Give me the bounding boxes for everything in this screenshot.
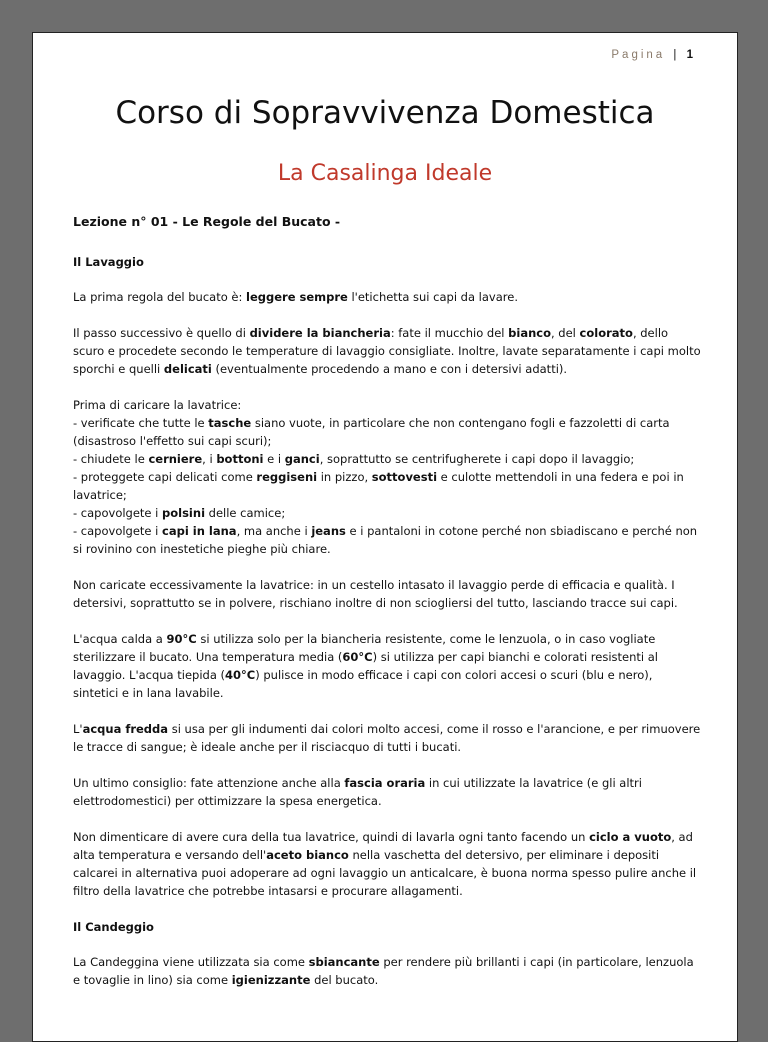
text-run: e culotte mettendoli in una federa e poi in lavatrice; xyxy=(73,470,684,502)
paragraph xyxy=(73,288,701,306)
paragraph xyxy=(73,396,701,558)
bold-text: aceto bianco xyxy=(266,848,349,862)
page-header-separator: | xyxy=(673,49,677,61)
text-run: Non dimenticare di avere cura della tua lavatrice, quindi di lavarla ogni tanto facendo un xyxy=(73,830,590,844)
bold-text: fascia oraria xyxy=(344,776,426,790)
bold-text: dividere la biancheria xyxy=(249,326,391,340)
paragraph xyxy=(73,828,701,900)
document-subtitle: La Casalinga Ideale xyxy=(277,161,493,186)
bold-text: ganci xyxy=(284,452,320,466)
text-run: delle camice; xyxy=(205,506,286,520)
text-run: - capovolgete i xyxy=(73,524,163,538)
bold-text: 90°C xyxy=(166,632,197,646)
bold-text: tasche xyxy=(208,416,252,430)
bold-text: sbiancante xyxy=(308,955,380,969)
paragraph xyxy=(73,720,701,756)
text-run: , ad alta temperatura e versando dell' xyxy=(73,830,693,862)
text-run: e i pantaloni in cotone perché non sbiadiscano e perché non si rovinino con inestetiche pieghe più chiare. xyxy=(73,524,698,556)
text-run: Un ultimo consiglio: fate attenzione anche alla xyxy=(73,776,345,790)
paragraph xyxy=(73,576,701,612)
text-run: - proteggete capi delicati come xyxy=(73,470,257,484)
paragraph xyxy=(73,324,701,378)
text-run: La prima regola del bucato è: xyxy=(73,290,247,304)
paragraph xyxy=(73,953,701,989)
text-run: L'acqua calda a xyxy=(73,632,167,646)
bold-text: sottovesti xyxy=(371,470,438,484)
text-run: L' xyxy=(73,722,83,736)
bold-text: leggere sempre xyxy=(246,290,348,304)
text-run: , dello scuro e procedete secondo le temperature di lavaggio consigliate. Inoltre, lavate separatamente i capi molto sporchi e quelli xyxy=(73,326,701,376)
text-run: : fate il mucchio del xyxy=(390,326,509,340)
bold-text: igienizzante xyxy=(231,973,311,987)
bold-text: bottoni xyxy=(216,452,264,466)
text-run: nella vaschetta del detersivo, per eliminare i depositi calcarei in alternativa puoi adoperare ad ogni lavaggio un anticalcare, è buona norma spesso pulire anche il filtro della lavatrice che potrebbe intasarsi e procurare allagamenti. xyxy=(73,848,697,898)
bold-text: capi in lana xyxy=(162,524,237,538)
bold-text: jeans xyxy=(311,524,346,538)
text-run: - verificate che tutte le xyxy=(73,416,209,430)
document-title: Corso di Sopravvivenza Domestica xyxy=(115,95,655,131)
paragraph xyxy=(73,630,701,702)
bold-text: delicati xyxy=(163,362,212,376)
text-run: in pizzo, xyxy=(317,470,372,484)
text-run: Il passo successivo è quello di xyxy=(73,326,250,340)
bold-text: ciclo a vuoto xyxy=(589,830,672,844)
text-run: Non caricate eccessivamente la lavatrice: in un cestello intasato il lavaggio perde di efficacia e qualità. I detersivi, soprattutto se in polvere, rischiano inoltre di non sciogliersi del tutto, lasciando tracce sui capi. xyxy=(73,578,678,610)
document-body xyxy=(73,213,701,1007)
text-run: , i xyxy=(202,452,217,466)
section-heading: Il Candeggio xyxy=(73,920,154,934)
text-run: si utilizza solo per la biancheria resistente, come le lenzuola, o in caso vogliate sterilizzare il bucato. Una temperatura media ( xyxy=(73,632,656,664)
lesson-title: Lezione n° 01 - Le Regole del Bucato - xyxy=(73,214,341,229)
bold-text: cerniere xyxy=(148,452,203,466)
text-run: - capovolgete i xyxy=(73,506,163,520)
sections-container xyxy=(73,253,701,989)
text-run: e i xyxy=(263,452,285,466)
document-page xyxy=(32,32,738,1042)
text-run: ) si utilizza per capi bianchi e colorati resistenti al lavaggio. L'acqua tiepida ( xyxy=(73,650,658,682)
text-run: in cui utilizzate la lavatrice (e gli altri elettrodomestici) per ottimizzare la spesa energetica. xyxy=(73,776,642,808)
text-run: , soprattutto se centrifugherete i capi dopo il lavaggio; xyxy=(319,452,635,466)
text-run: La Candeggina viene utilizzata sia come xyxy=(73,955,309,969)
text-run: ) pulisce in modo efficace i capi con colori accesi o scuri (blu e nero), sintetici e in lana lavabile. xyxy=(73,668,653,700)
paragraph xyxy=(73,774,701,810)
text-run: l'etichetta sui capi da lavare. xyxy=(347,290,518,304)
bold-text: 60°C xyxy=(342,650,373,664)
text-run: si usa per gli indumenti dai colori molto accesi, come il rosso e l'arancione, e per rimuovere le tracce di sangue; è ideale anche per il risciacquo di tutti i bucati. xyxy=(73,722,701,754)
text-run: siano vuote, in particolare che non contengano fogli e fazzoletti di carta (disastroso l'effetto sui capi scuri); xyxy=(73,416,670,448)
text-run: Prima di caricare la lavatrice: xyxy=(73,398,242,412)
page-header-label: Pagina xyxy=(611,49,666,61)
bold-text: 40°C xyxy=(225,668,256,682)
bold-text: reggiseni xyxy=(256,470,318,484)
page-header xyxy=(611,49,693,61)
text-run: - chiudete le xyxy=(73,452,149,466)
text-run: , del xyxy=(551,326,580,340)
page-number: 1 xyxy=(686,49,693,61)
bold-text: bianco xyxy=(508,326,551,340)
text-run: del bucato. xyxy=(310,973,379,987)
bold-text: acqua fredda xyxy=(82,722,169,736)
section-heading: Il Lavaggio xyxy=(73,255,144,269)
bold-text: colorato xyxy=(579,326,633,340)
text-run: , ma anche i xyxy=(236,524,312,538)
bold-text: polsini xyxy=(162,506,206,520)
text-run: (eventualmente procedendo a mano e con i detersivi adatti). xyxy=(211,362,568,376)
text-run: per rendere più brillanti i capi (in particolare, lenzuola e tovaglie in lino) sia come xyxy=(73,955,694,987)
